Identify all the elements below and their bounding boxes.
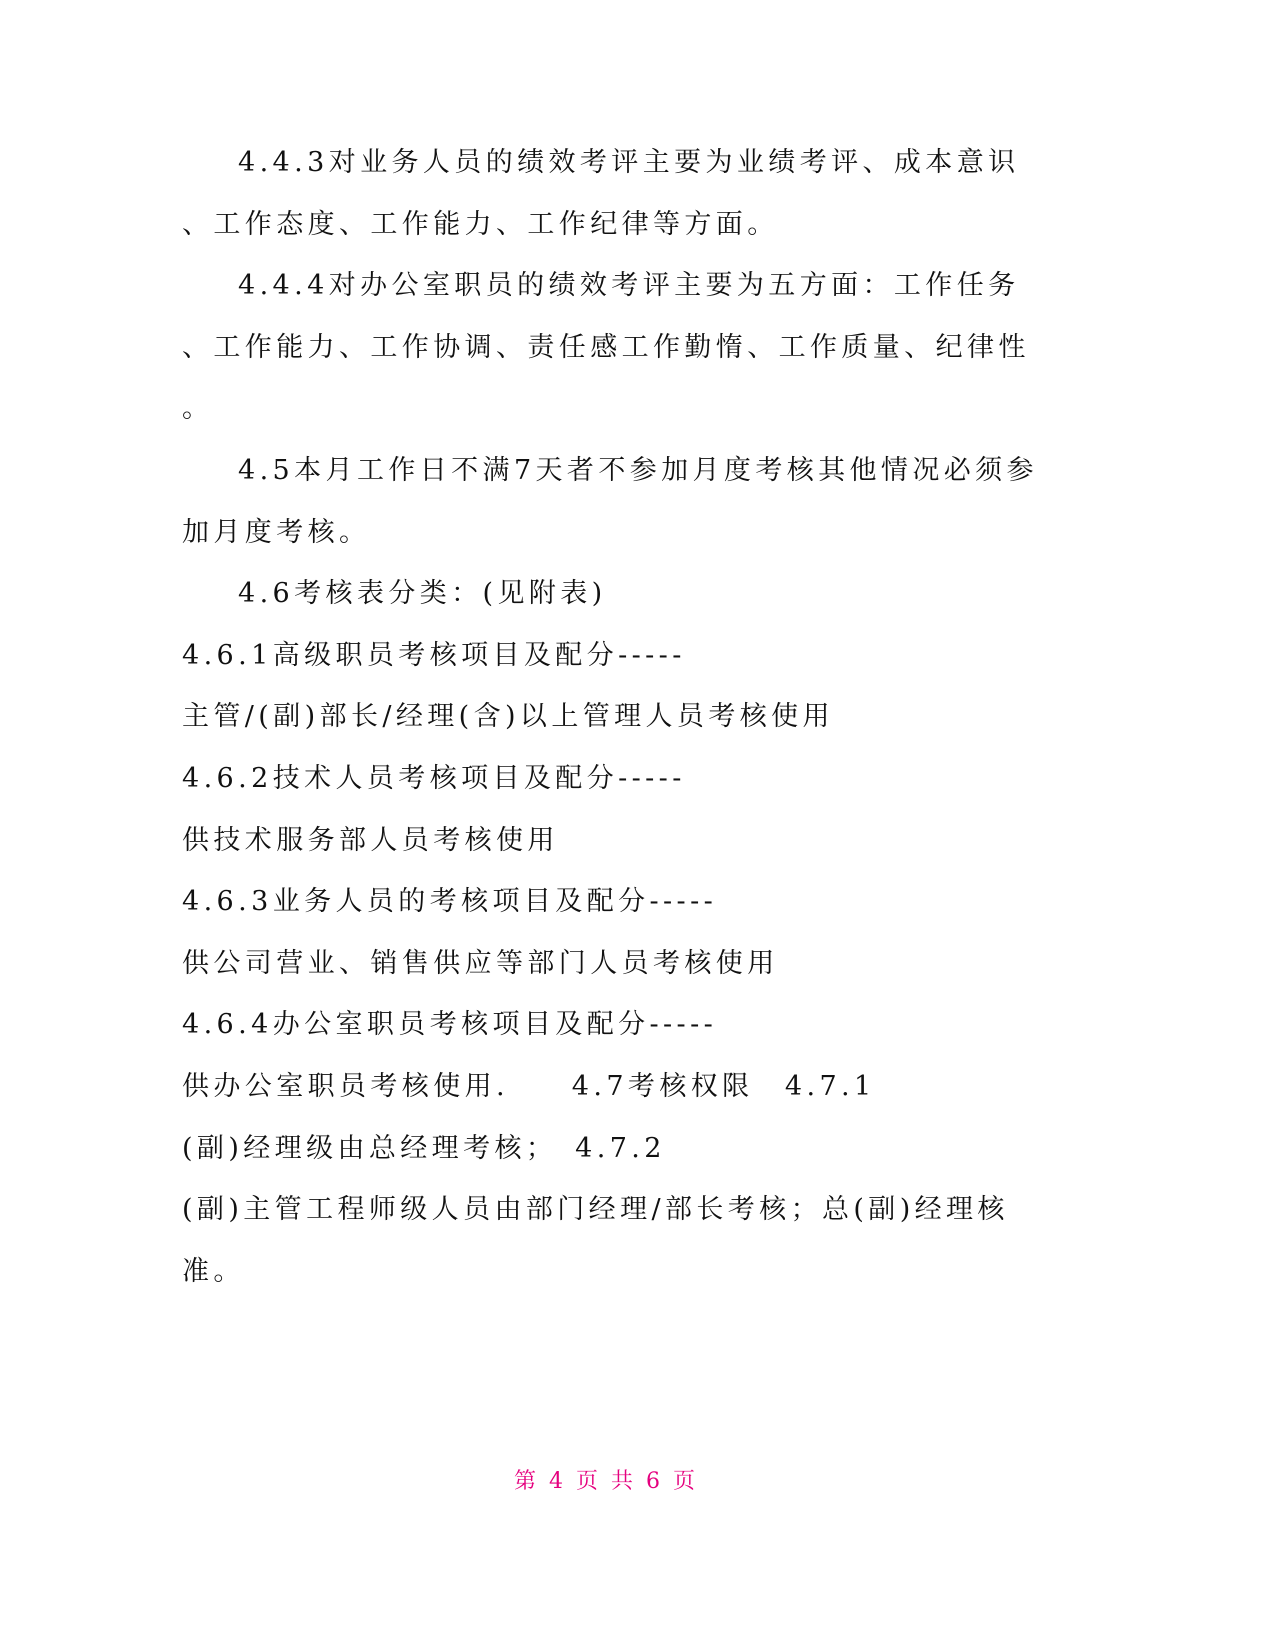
- item-4-6-3-desc: 供公司营业、销售供应等部门人员考核使用: [182, 947, 779, 979]
- item-4-6-3-title: 4.6.3业务人员的考核项目及配分-----: [182, 886, 718, 918]
- paragraph-4-4-3-line-2: 、工作态度、工作能力、工作纪律等方面。: [182, 208, 779, 240]
- item-4-6-2-title: 4.6.2技术人员考核项目及配分-----: [182, 762, 686, 794]
- paragraph-4-4-3-line-1: 4.4.3对业务人员的绩效考评主要为业绩考评、成本意识: [238, 147, 1020, 178]
- page-number-footer: 第 4 页 共 6 页: [514, 1469, 698, 1494]
- paragraph-4-5-line-2: 加月度考核。: [182, 516, 371, 548]
- item-4-6-4-title: 4.6.4办公室职员考核项目及配分-----: [182, 1009, 718, 1041]
- paragraph-4-6-heading: 4.6考核表分类：(见附表): [238, 578, 607, 610]
- paragraph-4-5-line-1: 4.5本月工作日不满7天者不参加月度考核其他情况必须参: [238, 454, 1038, 486]
- paragraph-4-4-4-line-1: 4.4.4对办公室职员的绩效考评主要为五方面：工作任务: [238, 270, 1020, 302]
- item-4-6-1-desc: 主管/(副)部长/经理(含)以上管理人员考核使用: [182, 701, 834, 733]
- item-4-6-1-title: 4.6.1高级职员考核项目及配分-----: [182, 639, 686, 671]
- paragraph-4-4-4-line-3: 。: [182, 393, 214, 425]
- item-4-7-1-text: (副)经理级由总经理考核； 4.7.2: [182, 1132, 666, 1164]
- document-body: [0, 132, 1275, 1302]
- paragraph-4-4-4-line-2: 、工作能力、工作协调、责任感工作勤惰、工作质量、纪律性: [182, 331, 1030, 363]
- item-4-7-2-text-line-2: 准。: [182, 1255, 245, 1287]
- item-4-6-4-desc-and-4-7: 供办公室职员考核使用. 4.7考核权限 4.7.1: [182, 1070, 876, 1102]
- item-4-6-2-desc: 供技术服务部人员考核使用: [182, 824, 559, 856]
- item-4-7-2-text-line-1: (副)主管工程师级人员由部门经理/部长考核；总(副)经理核: [182, 1194, 1009, 1226]
